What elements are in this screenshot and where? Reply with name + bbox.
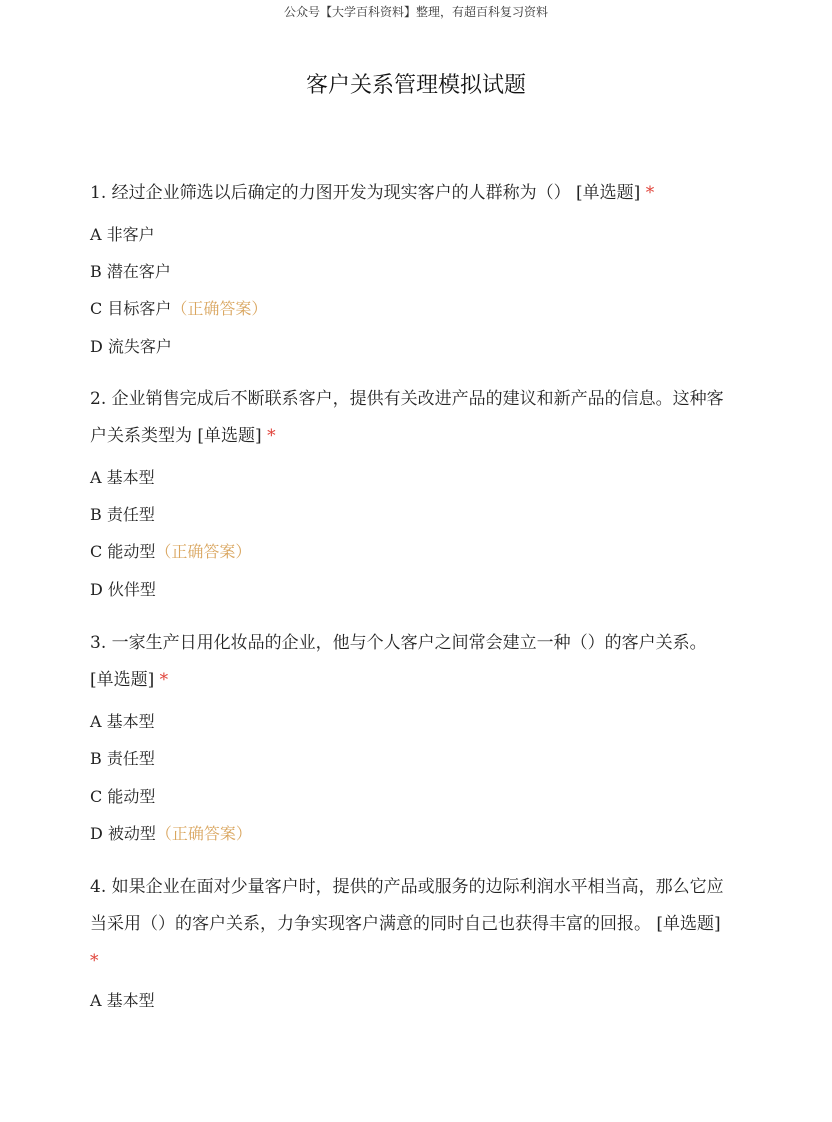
option-label: D 被动型: [90, 824, 156, 843]
question-2-text: 2. 企业销售完成后不断联系客户，提供有关改进产品的建议和新产品的信息。这种客户关系类型为 [单选题]: [90, 389, 724, 446]
question-1-option-b[interactable]: B 潜在客户: [90, 262, 171, 281]
question-3-option-d[interactable]: [90, 824, 252, 844]
question-3: [90, 625, 730, 699]
question-1-text: 1. 经过企业筛选以后确定的力图开发为现实客户的人群称为（） [单选题]: [90, 183, 641, 203]
question-2-option-c[interactable]: [90, 542, 251, 562]
correct-answer-tag: （正确答案）: [155, 542, 252, 561]
required-star: *: [159, 670, 169, 690]
question-1: [90, 175, 730, 212]
question-1-option-c[interactable]: [90, 299, 267, 319]
required-star: *: [267, 426, 276, 446]
document-title: 客户关系管理模拟试题: [305, 72, 526, 98]
required-star: *: [645, 183, 655, 203]
question-2-option-b[interactable]: B 责任型: [90, 505, 155, 524]
question-1-option-d[interactable]: D 流失客户: [90, 337, 172, 356]
required-star: *: [90, 951, 99, 971]
option-label: C 目标客户: [90, 299, 172, 318]
question-4: [90, 869, 730, 980]
question-3-text: 3. 一家生产日用化妆品的企业，他与个人客户之间常会建立一种（）的客户关系。 [单选题]: [90, 633, 707, 690]
question-2: [90, 381, 730, 455]
question-3-option-a[interactable]: A 基本型: [90, 712, 155, 731]
question-4-option-a[interactable]: A 基本型: [90, 991, 155, 1010]
question-2-option-a[interactable]: A 基本型: [90, 468, 155, 487]
question-2-option-d[interactable]: D 伙伴型: [90, 580, 156, 599]
question-4-text: 4. 如果企业在面对少量客户时，提供的产品或服务的边际利润水平相当高，那么它应当采用（）的客户关系，力争实现客户满意的同时自己也获得丰富的回报。 [单选题]: [90, 877, 724, 934]
header-note: 公众号【大学百科资料】整理，有超百科复习资料: [283, 5, 548, 19]
correct-answer-tag: （正确答案）: [155, 824, 252, 843]
question-3-option-c[interactable]: C 能动型: [90, 787, 156, 806]
correct-answer-tag: （正确答案）: [171, 299, 268, 318]
question-1-option-a[interactable]: A 非客户: [90, 225, 155, 244]
option-label: C 能动型: [90, 542, 156, 561]
question-3-option-b[interactable]: B 责任型: [90, 749, 155, 768]
